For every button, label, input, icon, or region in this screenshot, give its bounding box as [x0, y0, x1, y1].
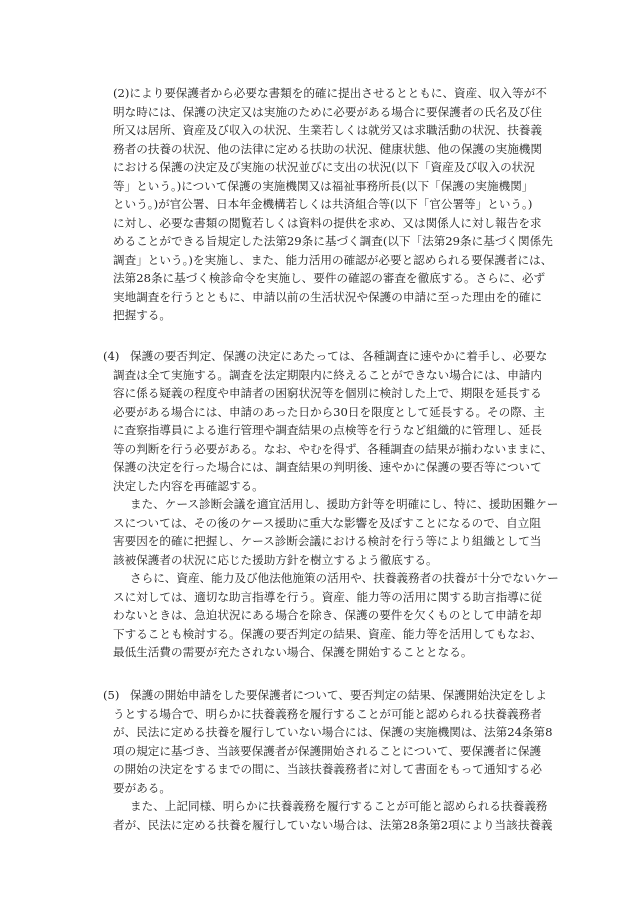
text-line: における保護の決定及び実施の状況並びに支出の状況(以下「資産及び収入の状況 — [113, 160, 535, 174]
text-line: 下することも検討する。保護の要否判定の結果、資産、能力等を活用してもなお、 — [113, 626, 542, 641]
text-line: 必要がある場合には、申請のあった日から30日を限度として延長する。その際、主 — [113, 404, 546, 419]
text-line: 保護の開始申請をした要保護者について、要否判定の結果、保護開始決定をしよ — [130, 688, 547, 702]
text-line: わないときは、急迫状況にある場合を除き、保護の要件を欠くものとして申請を却 — [113, 608, 542, 622]
text-line: 調査」という。)を実施し、また、能力活用の確認が必要と認められる要保護者には、 — [113, 252, 553, 267]
text-line: また、ケース診断会議を適宜活用し、援助方針等を明確にし、特に、援助困難ケー — [130, 497, 559, 511]
text-line: スに対しては、適切な助言指導を行う。資産、能力等の活用に関する助言指導に従 — [113, 589, 542, 604]
text-line: に査察指導員による進行管理や調査結果の点検等を行うなど組織的に管理し、延長 — [113, 423, 542, 437]
text-line: 該被保護者の状況に応じた援助方針を樹立するよう徹底する。 — [113, 552, 438, 567]
text-line: 保護の決定を行った場合には、調査結果の判明後、速やかに保護の要否等について — [113, 460, 542, 474]
text-line: 害要因を的確に把握し、ケース診断会議における検討を行う等により組織として当 — [113, 534, 542, 548]
text-line: めることができる旨規定した法第29条に基づく調査(以下「法第29条に基づく関係先 — [113, 234, 553, 248]
text-line: さらに、資産、能力及び他法他施策の活用や、扶養義務者の扶養が十分でないケー — [130, 571, 559, 585]
text-line: 要がある。 — [113, 780, 171, 795]
text-line: 容に係る疑義の程度や申請者の困窮状況等を個別に検討した上で、期限を延長する — [113, 386, 542, 400]
text-line: また、上記同様、明らかに扶養義務を履行することが可能と認められる扶養義務 — [130, 799, 548, 813]
item-4 — [103, 347, 563, 662]
text-line: という。)が官公署、日本年金機構若しくは共済組合等(以下「官公署等」という。) — [113, 197, 533, 211]
item-number: (5) — [103, 688, 120, 702]
text-line: (2)により要保護者から必要な書類を的確に提出させるとともに、資産、収入等が不 — [113, 86, 547, 100]
text-line: 把握する。 — [113, 308, 171, 322]
text-line: 法第28条に基づく検診命令を実施し、要件の確認の審査を徹底する。さらに、必ず — [113, 271, 546, 285]
text-line: 実地調査を行うとともに、申請以前の生活状況や保護の申請に至った理由を的確に — [113, 289, 542, 304]
text-line: 者が、民法に定める扶養を履行していない場合は、法第28条第2項により当該扶養義 — [113, 817, 553, 832]
item-number: (4) — [103, 349, 120, 363]
text-line: 決定した内容を再確認する。 — [113, 478, 264, 493]
paragraph-item-2-continuation — [113, 84, 563, 325]
text-line: 明な時には、保護の決定又は実施のために必要がある場合に要保護者の氏名及び住 — [113, 104, 542, 119]
text-line: 保護の要否判定、保護の決定にあたっては、各種調査に速やかに着手し、必要な — [130, 349, 548, 363]
text-line: 等」という。)について保護の実施機関又は福祉事務所長(以下「保護の実施機関」 — [113, 178, 534, 193]
item-5 — [103, 686, 563, 834]
text-line: うとする場合で、明らかに扶養義務を履行することが可能と認められる扶養義務者 — [113, 706, 542, 721]
text-line: が、民法に定める扶養を履行していない場合には、保護の実施機関は、法第24条第8 — [113, 725, 553, 739]
text-line: 等の判断を行う必要がある。なお、やむを得ず、各種調査の結果が揃わないままに、 — [113, 441, 553, 456]
text-line: 最低生活費の需要が充たされない場合、保護を開始することとなる。 — [113, 645, 473, 659]
text-line: の開始の決定をするまでの間に、当該扶養義務者に対して書面をもって通知する必 — [113, 762, 542, 776]
text-line: 調査は全て実施する。調査を法定期限内に終えることができない場合には、申請内 — [113, 367, 542, 382]
text-line: 所又は居所、資産及び収入の状況、生業若しくは就労又は求職活動の状況、扶養義 — [113, 123, 542, 137]
text-line: スについては、その後のケース援助に重大な影響を及ぼすことになるので、自立阻 — [113, 515, 541, 530]
text-line: 務者の扶養の状況、他の法律に定める扶助の状況、健康状態、他の保護の実施機関 — [113, 141, 542, 156]
text-line: に対し、必要な書類の閲覧若しくは資料の提供を求め、又は関係人に対し報告を求 — [113, 215, 542, 230]
text-line: 項の規定に基づき、当該要保護者が保護開始されることについて、要保護者に保護 — [113, 743, 542, 758]
